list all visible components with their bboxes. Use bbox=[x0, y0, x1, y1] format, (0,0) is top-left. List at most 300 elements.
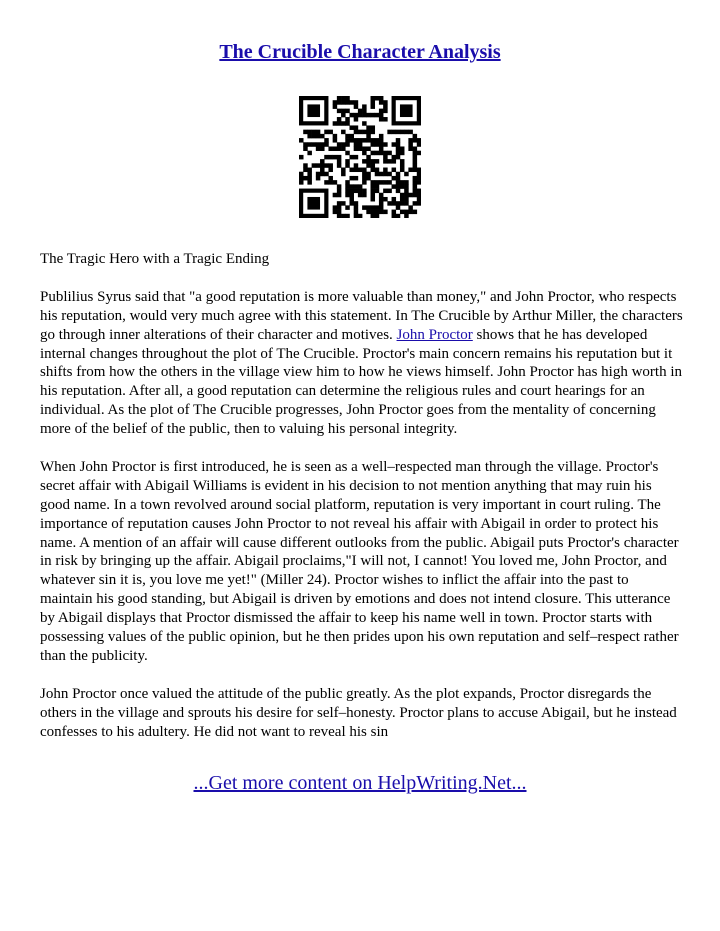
qr-module bbox=[379, 100, 384, 105]
qr-module bbox=[299, 172, 304, 177]
qr-module bbox=[371, 142, 376, 147]
qr-module bbox=[392, 214, 397, 218]
qr-module bbox=[333, 100, 338, 105]
qr-module bbox=[324, 142, 329, 147]
qr-module bbox=[362, 205, 367, 210]
qr-module bbox=[358, 138, 363, 143]
qr-module bbox=[316, 176, 321, 181]
qr-module bbox=[320, 159, 325, 164]
qr-module bbox=[307, 142, 312, 147]
page-title bbox=[0, 40, 720, 64]
qr-module bbox=[371, 184, 376, 189]
qr-module bbox=[417, 142, 421, 147]
qr-module bbox=[375, 184, 380, 189]
qr-module bbox=[299, 180, 304, 185]
qr-module bbox=[358, 193, 363, 198]
qr-module bbox=[299, 138, 304, 143]
qr-module bbox=[337, 201, 342, 206]
qr-module bbox=[387, 172, 392, 177]
more-content-link[interactable]: ...Get more content on HelpWriting.Net... bbox=[193, 772, 527, 794]
qr-module bbox=[371, 113, 376, 118]
qr-module bbox=[375, 180, 380, 185]
qr-module bbox=[307, 151, 312, 156]
qr-module bbox=[379, 180, 384, 185]
qr-module bbox=[379, 109, 384, 114]
qr-module bbox=[417, 168, 421, 173]
qr-module bbox=[396, 151, 401, 156]
qr-module bbox=[366, 172, 371, 177]
qr-module bbox=[392, 201, 397, 206]
qr-module bbox=[366, 125, 371, 130]
qr-module bbox=[324, 138, 329, 143]
qr-module bbox=[396, 184, 401, 189]
qr-module bbox=[316, 172, 321, 177]
qr-module bbox=[354, 138, 359, 143]
qr-module bbox=[404, 193, 409, 198]
qr-module bbox=[362, 193, 367, 198]
qr-module bbox=[341, 96, 346, 101]
qr-module bbox=[345, 138, 350, 143]
qr-module bbox=[404, 201, 409, 206]
qr-module bbox=[307, 130, 312, 135]
qr-module bbox=[404, 130, 409, 135]
qr-module bbox=[400, 210, 405, 215]
qr-module bbox=[392, 159, 397, 164]
qr-module bbox=[341, 201, 346, 206]
qr-module bbox=[371, 130, 376, 135]
qr-module bbox=[366, 159, 371, 164]
qr-module bbox=[417, 176, 421, 181]
more-content bbox=[0, 771, 720, 795]
qr-module bbox=[333, 104, 338, 109]
qr-module bbox=[333, 138, 338, 143]
qr-module bbox=[320, 163, 325, 168]
qr-module bbox=[383, 155, 388, 160]
qr-module bbox=[349, 138, 354, 143]
document-body bbox=[40, 250, 684, 760]
qr-module bbox=[337, 214, 342, 218]
qr-module bbox=[375, 138, 380, 143]
qr-module bbox=[341, 121, 346, 126]
qr-module bbox=[375, 172, 380, 177]
qr-module bbox=[341, 109, 346, 114]
qr-module bbox=[379, 146, 384, 151]
paragraph-2: When John Proctor is first introduced, he is seen as a well–respected man through the village. Proctor's secret affair with Abigail Williams is evident in his decision to not mention anything that may ruin his good name. In a town revolved around social platform, reputation is very important in court ruling. The importance of reputation causes John Proctor to not reveal his affair with Abigail in order to protect his name. A mention of an affair will cause different outlooks from the public. Abigail puts Proctor's character in risk by bringing up the affair. Abigail proclaims,"I will not, I cannot! You loved me, John Proctor, and whatever sin it is, you love me yet!" (Miller 24). Proctor wishes to inflict the affair into the past to maintain his good standing, but Abigail is driven by emotions and does not intend closure. This utterance by Abigail displays that Proctor dismissed the affair to keep his name well in town. Proctor starts with possessing values of the public opinion, but he then prides upon his own reputation and self–respect rather than the publicity. bbox=[40, 458, 679, 664]
qr-module bbox=[333, 121, 338, 126]
qr-module bbox=[379, 205, 384, 210]
qr-module bbox=[312, 130, 317, 135]
qr-module bbox=[379, 142, 384, 147]
qr-module bbox=[396, 214, 401, 218]
qr-module bbox=[371, 205, 376, 210]
qr-module bbox=[371, 138, 376, 143]
qr-module bbox=[354, 210, 359, 215]
qr-module bbox=[413, 155, 418, 160]
qr-module bbox=[404, 197, 409, 202]
qr-module bbox=[337, 117, 342, 122]
qr-module bbox=[396, 189, 401, 194]
qr-module bbox=[354, 100, 359, 105]
qr-module bbox=[396, 146, 401, 151]
qr-module bbox=[413, 168, 418, 173]
qr-module bbox=[312, 134, 317, 139]
qr-module bbox=[320, 172, 325, 177]
qr-module bbox=[417, 197, 421, 202]
qr-module bbox=[396, 205, 401, 210]
qr-module bbox=[375, 168, 380, 173]
qr-module bbox=[408, 130, 413, 135]
qr-module bbox=[362, 146, 367, 151]
qr-module bbox=[366, 134, 371, 139]
qr-module bbox=[354, 104, 359, 109]
qr-code-icon bbox=[299, 96, 421, 218]
qr-module bbox=[345, 151, 350, 156]
qr-module bbox=[349, 176, 354, 181]
qr-module bbox=[328, 155, 333, 160]
qr-module bbox=[362, 189, 367, 194]
qr-module bbox=[333, 205, 338, 210]
qr-module bbox=[408, 205, 413, 210]
qr-module bbox=[379, 201, 384, 206]
qr-module bbox=[362, 113, 367, 118]
qr-module bbox=[345, 96, 350, 101]
qr-module bbox=[316, 142, 321, 147]
qr-module bbox=[404, 172, 409, 177]
qr-module bbox=[383, 197, 388, 202]
qr-module bbox=[400, 168, 405, 173]
qr-module bbox=[387, 189, 392, 194]
qr-module bbox=[341, 113, 346, 118]
qr-module bbox=[383, 172, 388, 177]
qr-module bbox=[362, 180, 367, 185]
qr-module bbox=[375, 189, 380, 194]
qr-module bbox=[362, 168, 367, 173]
qr-module bbox=[345, 159, 350, 164]
qr-module bbox=[417, 151, 421, 156]
qr-module bbox=[341, 168, 346, 173]
qr-module bbox=[417, 201, 421, 206]
qr-module bbox=[328, 130, 333, 135]
qr-module bbox=[362, 104, 367, 109]
qr-module bbox=[383, 180, 388, 185]
qr-module bbox=[396, 180, 401, 185]
qr-module bbox=[341, 172, 346, 177]
qr-module bbox=[320, 134, 325, 139]
qr-module bbox=[392, 184, 397, 189]
qr-module bbox=[413, 138, 418, 143]
qr-module bbox=[404, 180, 409, 185]
qr-module bbox=[366, 205, 371, 210]
qr-module bbox=[413, 201, 418, 206]
qr-module bbox=[413, 146, 418, 151]
john-proctor-link[interactable]: John Proctor bbox=[396, 326, 473, 343]
qr-module bbox=[354, 168, 359, 173]
qr-module bbox=[307, 134, 312, 139]
qr-module bbox=[337, 155, 342, 160]
qr-module bbox=[333, 210, 338, 215]
qr-module bbox=[400, 201, 405, 206]
qr-module bbox=[379, 197, 384, 202]
qr-module bbox=[379, 113, 384, 118]
qr-module bbox=[354, 184, 359, 189]
qr-module bbox=[349, 113, 354, 118]
qr-module bbox=[400, 130, 405, 135]
qr-module bbox=[358, 184, 363, 189]
qr-module bbox=[303, 163, 308, 168]
qr-module bbox=[392, 176, 397, 181]
qr-module bbox=[316, 134, 321, 139]
qr-module bbox=[371, 100, 376, 105]
qr-module bbox=[354, 130, 359, 135]
qr-module bbox=[396, 130, 401, 135]
qr-module bbox=[341, 130, 346, 135]
qr-module bbox=[349, 184, 354, 189]
qr-module bbox=[400, 197, 405, 202]
qr-module bbox=[303, 168, 308, 173]
qr-module bbox=[366, 155, 371, 160]
qr-module bbox=[345, 214, 350, 218]
qr-module bbox=[324, 172, 329, 177]
qr-module bbox=[354, 125, 359, 130]
qr-module bbox=[324, 155, 329, 160]
qr-module bbox=[349, 100, 354, 105]
qr-module bbox=[337, 163, 342, 168]
qr-module bbox=[400, 193, 405, 198]
qr-module bbox=[328, 146, 333, 151]
qr-module bbox=[316, 146, 321, 151]
qr-module bbox=[349, 155, 354, 160]
qr-module bbox=[354, 142, 359, 147]
qr-module bbox=[371, 193, 376, 198]
qr-module bbox=[379, 210, 384, 215]
qr-module bbox=[307, 176, 312, 181]
qr-module bbox=[307, 172, 312, 177]
qr-module bbox=[324, 180, 329, 185]
qr-module bbox=[316, 163, 321, 168]
qr-module bbox=[400, 184, 405, 189]
qr-module bbox=[303, 142, 308, 147]
qr-module bbox=[383, 210, 388, 215]
qr-module bbox=[404, 214, 409, 218]
qr-module bbox=[383, 151, 388, 156]
qr-finder-center bbox=[307, 197, 320, 210]
qr-module bbox=[341, 142, 346, 147]
qr-module bbox=[307, 168, 312, 173]
qr-module bbox=[417, 193, 421, 198]
qr-module bbox=[354, 201, 359, 206]
qr-module bbox=[371, 197, 376, 202]
qr-module bbox=[337, 96, 342, 101]
qr-module bbox=[349, 134, 354, 139]
qr-module bbox=[387, 180, 392, 185]
qr-module bbox=[400, 180, 405, 185]
qr-module bbox=[413, 184, 418, 189]
qr-module bbox=[371, 214, 376, 218]
qr-module bbox=[408, 168, 413, 173]
qr-module bbox=[392, 142, 397, 147]
qr-module bbox=[362, 176, 367, 181]
qr-module bbox=[354, 113, 359, 118]
qr-module bbox=[379, 117, 384, 122]
qr-module bbox=[345, 117, 350, 122]
qr-module bbox=[307, 180, 312, 185]
qr-module bbox=[413, 180, 418, 185]
qr-module bbox=[362, 159, 367, 164]
qr-module bbox=[345, 121, 350, 126]
qr-module bbox=[354, 146, 359, 151]
qr-module bbox=[400, 146, 405, 151]
qr-module bbox=[345, 142, 350, 147]
qr-module bbox=[358, 168, 363, 173]
qr-module bbox=[366, 176, 371, 181]
qr-module bbox=[417, 172, 421, 177]
qr-module bbox=[379, 172, 384, 177]
qr-module bbox=[379, 134, 384, 139]
qr-module bbox=[375, 210, 380, 215]
qr-module bbox=[413, 134, 418, 139]
qr-module bbox=[328, 176, 333, 181]
qr-module bbox=[333, 134, 338, 139]
qr-module bbox=[303, 146, 308, 151]
qr-module bbox=[396, 138, 401, 143]
qr-finder-center bbox=[400, 104, 413, 117]
qr-module bbox=[320, 168, 325, 173]
qr-module bbox=[392, 155, 397, 160]
qr-module bbox=[400, 159, 405, 164]
qr-module bbox=[362, 121, 367, 126]
qr-module bbox=[337, 142, 342, 147]
qr-module bbox=[341, 146, 346, 151]
qr-module bbox=[413, 163, 418, 168]
qr-module bbox=[341, 100, 346, 105]
qr-module bbox=[337, 210, 342, 215]
qr-module bbox=[366, 138, 371, 143]
qr-module bbox=[349, 168, 354, 173]
qr-module bbox=[337, 184, 342, 189]
qr-module bbox=[383, 104, 388, 109]
qr-module bbox=[383, 100, 388, 105]
qr-module bbox=[345, 184, 350, 189]
qr-module bbox=[354, 176, 359, 181]
qr-code-graphic bbox=[299, 96, 421, 218]
qr-module bbox=[408, 146, 413, 151]
qr-module bbox=[303, 130, 308, 135]
qr-module bbox=[320, 146, 325, 151]
qr-module bbox=[375, 142, 380, 147]
qr-module bbox=[337, 189, 342, 194]
qr-module bbox=[408, 142, 413, 147]
qr-module bbox=[358, 146, 363, 151]
qr-module bbox=[328, 168, 333, 173]
qr-module bbox=[328, 163, 333, 168]
qr-module bbox=[333, 180, 338, 185]
qr-module bbox=[349, 189, 354, 194]
qr-module bbox=[333, 193, 338, 198]
qr-module bbox=[371, 210, 376, 215]
qr-module bbox=[354, 189, 359, 194]
qr-module bbox=[383, 117, 388, 122]
qr-module bbox=[408, 138, 413, 143]
qr-module bbox=[383, 159, 388, 164]
qr-finder-center bbox=[307, 104, 320, 117]
qr-module bbox=[328, 180, 333, 185]
qr-module bbox=[375, 151, 380, 156]
qr-module bbox=[383, 189, 388, 194]
qr-module bbox=[371, 159, 376, 164]
qr-module bbox=[371, 151, 376, 156]
qr-module bbox=[413, 210, 418, 215]
qr-module bbox=[387, 151, 392, 156]
qr-module bbox=[371, 96, 376, 101]
qr-module bbox=[354, 163, 359, 168]
qr-module bbox=[396, 172, 401, 177]
qr-module bbox=[379, 138, 384, 143]
qr-module bbox=[375, 113, 380, 118]
qr-module bbox=[354, 155, 359, 160]
qr-module bbox=[379, 193, 384, 198]
qr-module bbox=[417, 189, 421, 194]
qr-module bbox=[358, 214, 363, 218]
qr-module bbox=[362, 130, 367, 135]
qr-module bbox=[413, 176, 418, 181]
qr-module bbox=[345, 189, 350, 194]
qr-module bbox=[371, 180, 376, 185]
qr-module bbox=[404, 189, 409, 194]
qr-module bbox=[333, 155, 338, 160]
subtitle: The Tragic Hero with a Tragic Ending bbox=[40, 251, 270, 267]
qr-module bbox=[371, 168, 376, 173]
title-link[interactable]: The Crucible Character Analysis bbox=[219, 41, 501, 63]
qr-module bbox=[404, 184, 409, 189]
qr-module bbox=[383, 142, 388, 147]
qr-module bbox=[333, 146, 338, 151]
qr-module bbox=[337, 159, 342, 164]
qr-module bbox=[337, 109, 342, 114]
qr-module bbox=[366, 163, 371, 168]
qr-module bbox=[299, 155, 304, 160]
qr-module bbox=[358, 113, 363, 118]
qr-module bbox=[375, 96, 380, 101]
qr-module bbox=[392, 197, 397, 202]
qr-module bbox=[413, 159, 418, 164]
qr-module bbox=[408, 210, 413, 215]
qr-module bbox=[366, 210, 371, 215]
qr-module bbox=[383, 109, 388, 114]
qr-module bbox=[354, 205, 359, 210]
qr-module bbox=[387, 130, 392, 135]
qr-module bbox=[413, 193, 418, 198]
qr-module bbox=[337, 205, 342, 210]
qr-module bbox=[316, 130, 321, 135]
qr-module bbox=[387, 201, 392, 206]
qr-module bbox=[299, 176, 304, 181]
qr-module bbox=[358, 142, 363, 147]
qr-module bbox=[303, 176, 308, 181]
qr-module bbox=[392, 168, 397, 173]
qr-module bbox=[379, 151, 384, 156]
qr-module bbox=[408, 193, 413, 198]
qr-module bbox=[413, 189, 418, 194]
qr-module bbox=[337, 100, 342, 105]
qr-module bbox=[371, 189, 376, 194]
qr-module bbox=[413, 151, 418, 156]
qr-module bbox=[358, 130, 363, 135]
qr-module bbox=[337, 146, 342, 151]
qr-module bbox=[379, 96, 384, 101]
qr-module bbox=[349, 125, 354, 130]
qr-module bbox=[400, 163, 405, 168]
qr-module bbox=[417, 138, 421, 143]
